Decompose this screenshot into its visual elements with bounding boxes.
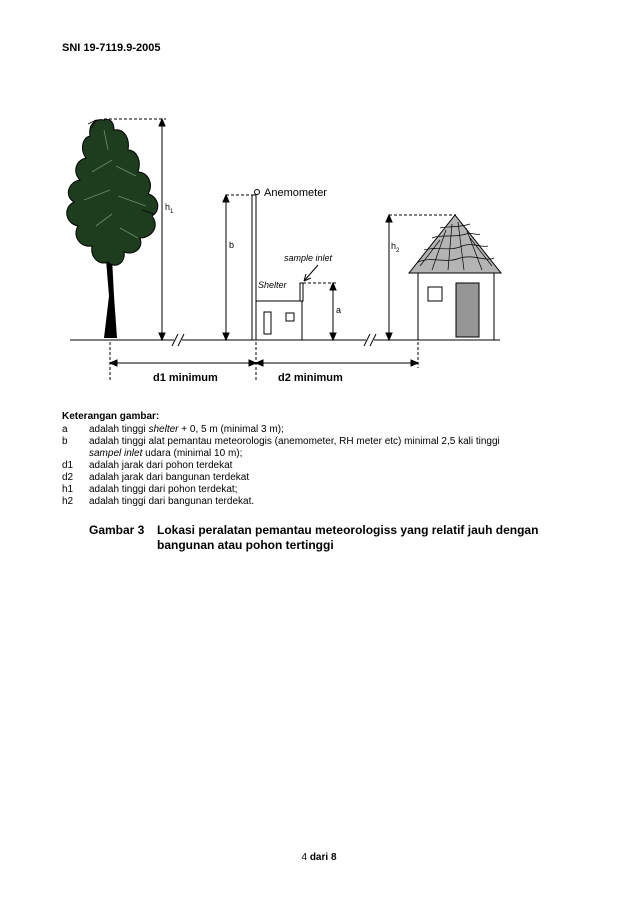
a-label: a — [336, 305, 342, 315]
legend-key: a — [62, 424, 68, 435]
tree — [67, 119, 158, 338]
legend-text: adalah tinggi shelter + 0, 5 m (minimal 3 m); — [89, 424, 284, 435]
legend-key: d1 — [62, 460, 74, 471]
sample-inlet-pipe — [300, 283, 303, 301]
b-dimension — [223, 195, 252, 340]
figure-caption-text: Lokasi peralatan pemantau meteorologiss yang relatif jauh dengan bangunan atau pohon tertinggi — [157, 523, 539, 552]
shelter-label: Shelter — [258, 280, 287, 290]
house-window — [428, 287, 442, 301]
figure-caption-label: Gambar 3 — [89, 523, 145, 537]
legend-text: adalah tinggi alat pemantau meteorologis (anemometer, RH meter etc) minimal 2,5 kali tinggi sampel inlet udara (minimal 10 m); — [89, 436, 500, 459]
sample-inlet-label: sample inlet — [284, 253, 333, 263]
sample-inlet-pointer — [304, 265, 318, 281]
shelter — [256, 283, 303, 340]
legend-text: adalah jarak dari pohon terdekat — [89, 460, 233, 471]
a-dimension — [303, 283, 336, 340]
d1-label: d1 minimum — [153, 372, 218, 384]
legend-text: adalah jarak dari bangunan terdekat — [89, 472, 250, 483]
legend-key: d2 — [62, 472, 74, 483]
anemometer-icon — [255, 190, 260, 195]
b-label: b — [229, 240, 235, 250]
site-layout-diagram — [0, 0, 638, 400]
legend-key: h2 — [62, 496, 74, 507]
h2-label: $h_2$ — [391, 241, 400, 254]
h1-label: $h_1$ — [165, 202, 174, 215]
legend-text: adalah tinggi dari bangunan terdekat. — [89, 496, 255, 507]
house-roof — [409, 215, 501, 273]
page-number: 4 dari 8 — [301, 852, 337, 863]
legend-key: h1 — [62, 484, 74, 495]
shelter-door — [264, 312, 271, 334]
legend-title: Keterangan gambar: — [62, 411, 160, 422]
house — [409, 215, 501, 340]
house-door — [456, 283, 479, 337]
tree-trunk — [104, 258, 117, 338]
legend-text: adalah tinggi dari pohon terdekat; — [89, 484, 238, 495]
shelter-window — [286, 313, 294, 321]
d2-label: d2 minimum — [278, 372, 343, 384]
legend-key: b — [62, 436, 68, 447]
anemometer-label: Anemometer — [264, 187, 327, 199]
tree-foliage — [67, 119, 158, 265]
document-id: SNI 19-7119.9-2005 — [62, 42, 161, 54]
